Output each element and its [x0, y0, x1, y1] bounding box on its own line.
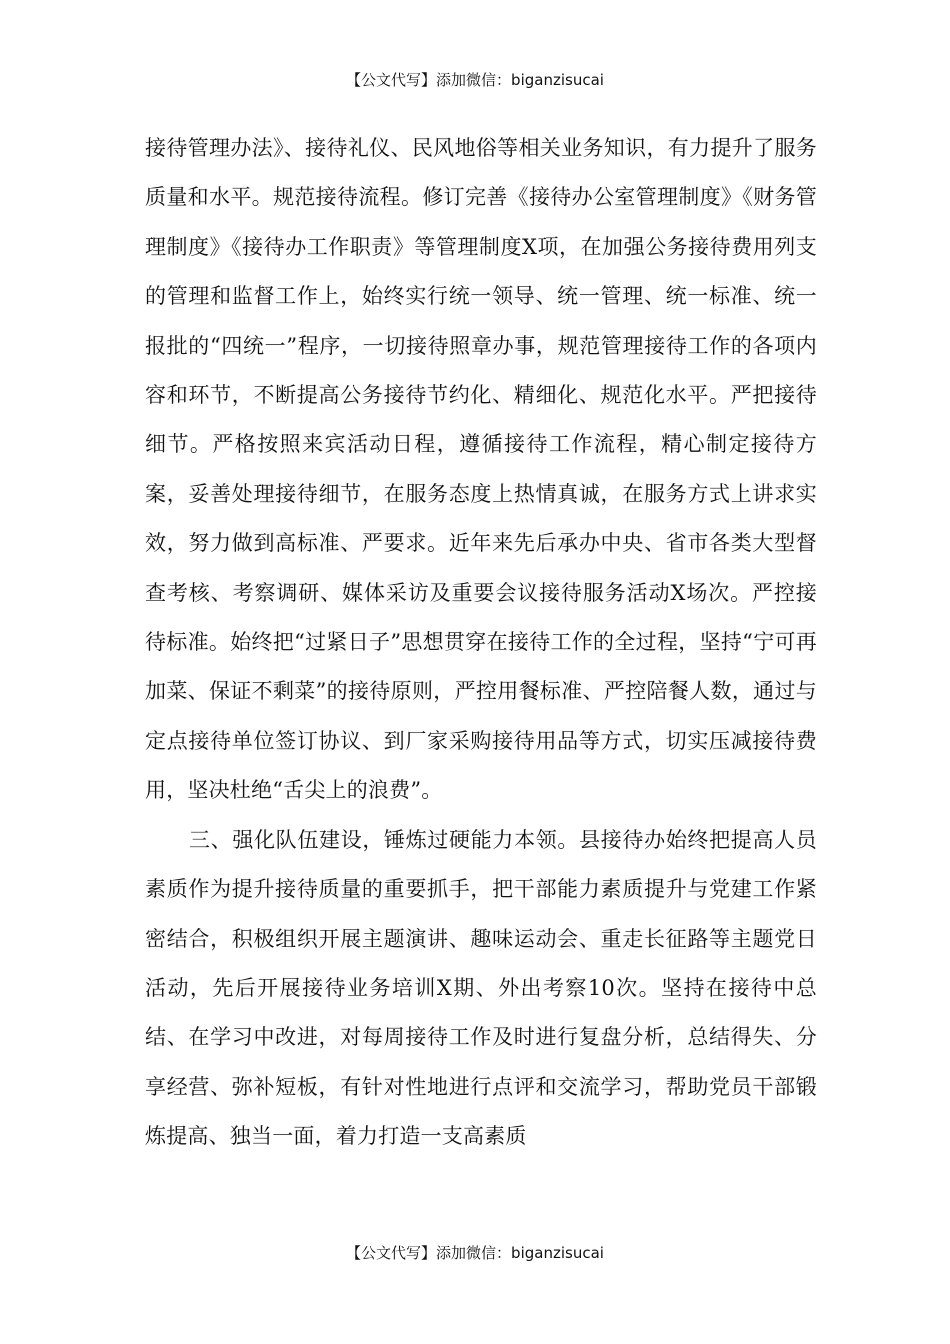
body-paragraph-section-three: 三、强化队伍建设，锤炼过硬能力本领。县接待办始终把提高人员素质作为提升接待质量的重要抓手，把干部能力素质提升与党建工作紧密结合，积极组织开展主题演讲、趣味运动会、重走长征路等主题党日活动，先后开展接待业务培训X期、外出考察10次。坚持在接待中总结、在学习中改进，对每周接待工作及时进行复盘分析，总结得失、分享经营、弥补短板，有针对性地进行点评和交流学习，帮助党员干部锻炼提高、独当一面，着力打造一支高素质 [145, 827, 817, 1149]
page-header: 【公文代写】添加微信：biganzisucai [346, 71, 604, 89]
body-paragraph-continued: 接待管理办法》、接待礼仪、民风地俗等相关业务知识，有力提升了服务质量和水平。规范接待流程。修订完善《接待办公室管理制度》《财务管理制度》《接待办工作职责》等管理制度X项，在加强公务接待费用列支的管理和监督工作上，始终实行统一领导、统一管理、统一标准、统一报批的“四统一”程序，一切接待照章办事，规范管理接待工作的各项内容和环节，不断提高公务接待节约化、精细化、规范化水平。严把接待细节。严格按照来宾活动日程，遵循接待工作流程，精心制定接待方案，妥善处理接待细节，在服务态度上热情真诚，在服务方式上讲求实效，努力做到高标准、严要求。近年来先后承办中央、省市各类大型督查考核、考察调研、媒体采访及重要会议接待服务活动X场次。严控接待标准。始终把“过紧日子”思想贯穿在接待工作的全过程，坚持“宁可再加菜、保证不剩菜”的接待原则，严控用餐标准、严控陪餐人数，通过与定点接待单位签订协议、到厂家采购接待用品等方式，切实压减接待费用，坚决杜绝“舌尖上的浪费”。 [145, 136, 817, 803]
document-body [145, 124, 817, 1224]
page-footer: 【公文代写】添加微信：biganzisucai [346, 1244, 604, 1262]
